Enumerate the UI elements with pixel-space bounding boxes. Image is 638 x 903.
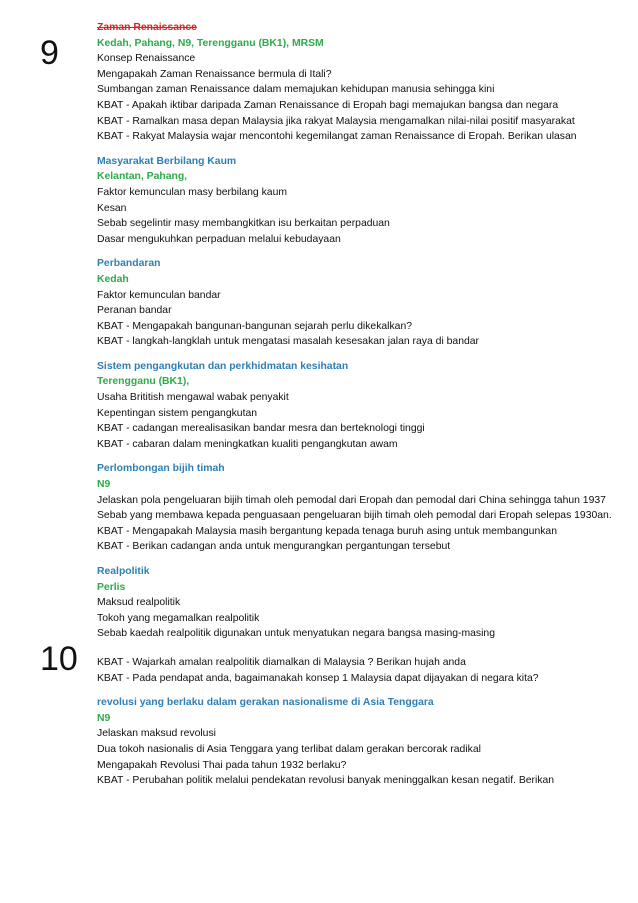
list-item: KBAT - Wajarkah amalan realpolitik diamalkan di Malaysia ? Berikan hujah anda bbox=[97, 656, 466, 668]
list-item: Sebab kaedah realpolitik digunakan untuk menyatukan negara bangsa masing-masing bbox=[97, 628, 495, 640]
chapter-number-10: 10 bbox=[40, 640, 78, 678]
section-title: Zaman Renaissance bbox=[97, 22, 197, 33]
list-item: Jelaskan maksud revolusi bbox=[97, 728, 216, 740]
section-title: Sistem pengangkutan dan perkhidmatan kesihatan bbox=[97, 360, 349, 372]
list-item: KBAT - cadangan merealisasikan bandar mesra dan berteknologi tinggi bbox=[97, 423, 425, 435]
list-item: Jelaskan pola pengeluaran bijih timah oleh pemodal dari Eropah dan pemodal dari China sehingga tahun 1937 bbox=[97, 494, 606, 506]
section-perlombongan-bijih-timah bbox=[97, 461, 617, 555]
list-item: KBAT - Berikan cadangan anda untuk mengurangkan pergantungan tersebut bbox=[97, 541, 451, 553]
section-title: revolusi yang berlaku dalam gerakan nasionalisme di Asia Tenggara bbox=[97, 697, 434, 709]
list-item: Sebab yang membawa kepada penguasaan pengeluaran bijih timah oleh pemodal dari Eropah selepas 1930an. bbox=[97, 510, 612, 522]
list-item: Sebab segelintir masy membangkitkan isu berkaitan perpaduan bbox=[97, 218, 390, 230]
blank-line bbox=[97, 642, 617, 655]
section-masyarakat-berbilang-kaum bbox=[97, 154, 617, 248]
list-item: Peranan bandar bbox=[97, 305, 172, 317]
list-item: Faktor kemunculan masy berbilang kaum bbox=[97, 186, 288, 198]
list-item: Faktor kemunculan bandar bbox=[97, 289, 221, 301]
list-item: Kesan bbox=[97, 202, 127, 214]
section-states: N9 bbox=[97, 712, 111, 724]
section-realpolitik bbox=[97, 564, 617, 686]
section-states: Perlis bbox=[97, 581, 126, 593]
list-item: Konsep Renaissance bbox=[97, 53, 196, 65]
list-item: Maksud realpolitik bbox=[97, 597, 181, 609]
chapter-number-9: 9 bbox=[40, 34, 59, 72]
list-item: KBAT - Apakah iktibar daripada Zaman Renaissance di Eropah bagi memajukan bangsa dan negara bbox=[97, 99, 559, 111]
section-title: Realpolitik bbox=[97, 566, 150, 577]
list-item: KBAT - Rakyat Malaysia wajar mencontohi kegemilangat zaman Renaissance di Eropah. Berikan ulasan bbox=[97, 131, 577, 143]
section-states: Kedah bbox=[97, 273, 129, 285]
section-sistem-pengangkutan bbox=[97, 359, 617, 453]
list-item: KBAT - Perubahan politik melalui pendekatan revolusi banyak meninggalkan kesan negatif. Berikan bbox=[97, 775, 555, 787]
list-item: Tokoh yang megamalkan realpolitik bbox=[97, 612, 260, 624]
list-item: KBAT - Mengapakah bangunan-bangunan sejarah perlu dikekalkan? bbox=[97, 320, 413, 332]
section-zaman-renaissance bbox=[97, 20, 617, 145]
list-item: Usaha Brititish mengawal wabak penyakit bbox=[97, 392, 289, 404]
list-item: Kepentingan sistem pengangkutan bbox=[97, 407, 258, 419]
list-item: KBAT - Mengapakah Malaysia masih bergantung kepada tenaga buruh asing untuk membangunkan bbox=[97, 525, 557, 537]
section-states: N9 bbox=[97, 479, 111, 491]
list-item: KBAT - Pada pendapat anda, bagaimanakah konsep 1 Malaysia dapat dijayakan di negara kita? bbox=[97, 672, 539, 684]
list-item: KBAT - langkah-langklah untuk mengatasi masalah kesesakan jalan raya di bandar bbox=[97, 336, 479, 348]
list-item: Dasar mengukuhkan perpaduan melalui kebudayaan bbox=[97, 233, 341, 245]
section-states: Kelantan, Pahang, bbox=[97, 171, 188, 183]
section-states: Kedah, Pahang, N9, Terengganu (BK1), MRSM bbox=[97, 37, 324, 49]
section-title: Perbandaran bbox=[97, 258, 161, 270]
list-item: KBAT - cabaran dalam meningkatkan kualiti pengangkutan awam bbox=[97, 438, 398, 450]
list-item: Sumbangan zaman Renaissance dalam memajukan kehidupan manusia sehingga kini bbox=[97, 84, 495, 96]
section-revolusi-nasionalisme bbox=[97, 695, 617, 789]
list-item: Mengapakah Revolusi Thai pada tahun 1932 berlaku? bbox=[97, 759, 347, 771]
list-item: Dua tokoh nasionalis di Asia Tenggara yang terlibat dalam gerakan bercorak radikal bbox=[97, 743, 481, 755]
list-item: Mengapakah Zaman Renaissance bermula di Itali? bbox=[97, 68, 332, 80]
section-states: Terengganu (BK1), bbox=[97, 376, 190, 388]
section-title: Perlombongan bijih timah bbox=[97, 463, 225, 475]
list-item: KBAT - Ramalkan masa depan Malaysia jika rakyat Malaysia mengamalkan nilai-nilai positif masyarakat bbox=[97, 115, 575, 127]
section-perbandaran bbox=[97, 256, 617, 350]
section-title: Masyarakat Berbilang Kaum bbox=[97, 155, 237, 167]
topic-list bbox=[97, 20, 617, 798]
